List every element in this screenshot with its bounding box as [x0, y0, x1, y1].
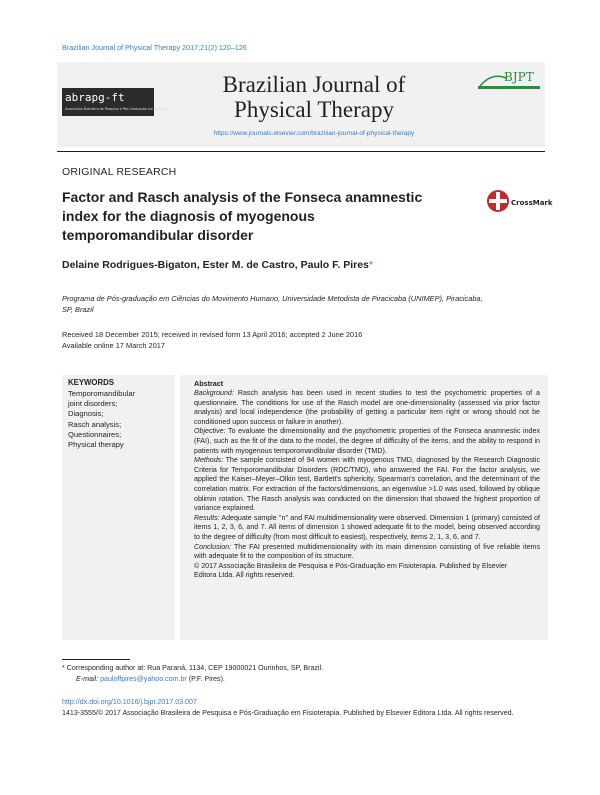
received-dates: Received 18 December 2015; received in revised form 13 April 2016; accepted 2 June 2016 — [62, 330, 363, 339]
keywords-heading: KEYWORDS — [68, 378, 114, 387]
email-link[interactable]: pauloffpires@yahoo.com.br — [100, 675, 187, 683]
available-online-date: Available online 17 March 2017 — [62, 341, 165, 350]
journal-citation[interactable]: Brazilian Journal of Physical Therapy 2017;21(2):120–126 — [62, 43, 247, 52]
bjpt-logo-text: BJPT — [504, 70, 534, 84]
abstract-copyright: © 2017 Associação Brasileira de Pesquisa e Pós-Graduação em Fisioterapia. Published by Elsevier Editora Ltda. All rights reserved. — [194, 561, 508, 580]
left-logo-subtext: Associação Brasileira de Pesquisa e Pós-Graduação em Fisioterapia — [65, 107, 173, 111]
corresponding-author-footnote: * Corresponding author at: Rua Paraná, 1134, CEP 19000021 Ourinhos, SP, Brazil. — [62, 664, 324, 672]
crossmark-icon[interactable] — [485, 186, 553, 216]
doi-link[interactable]: http://dx.doi.org/10.1016/j.bjpt.2017.03.007 — [62, 698, 197, 706]
article-title: Factor and Rasch analysis of the Fonseca anamnestic index for the diagnosis of myogenous temporomandibular disorder — [62, 189, 423, 243]
keyword-item: Rasch analysis; — [68, 419, 122, 429]
bjpt-logo — [478, 66, 540, 94]
affiliation: Programa de Pós-graduação em Ciências do Movimento Humano, Universidade Metodista de Piracicaba (UNIMEP), Piracicaba, SP, Brazil — [62, 294, 483, 314]
corresponding-author-mark[interactable]: * — [368, 259, 373, 271]
crossmark-label: CrossMark — [511, 199, 553, 207]
footnote-rule — [62, 659, 130, 660]
abrapg-ft-logo — [62, 88, 173, 116]
abstract-conclusion: Conclusion: The FAI presented multidimensionality with its main dimension consisting of five reliable items with adequate fit to the composition of its structure. — [194, 542, 540, 561]
keyword-item: Temporomandibular — [68, 389, 136, 398]
header-rule — [57, 151, 545, 152]
author-list: Delaine Rodrigues-Bigaton, Ester M. de Castro, Paulo F. Pires* — [62, 259, 373, 271]
abstract-methods: Methods: The sample consisted of 94 women with myogenous TMD, diagnosed by the Research Diagnostic Criteria for Temporomandibular Disorders (RDC/TMD), who answered the FAI. For the factor analysis, we applied the Kaiser–Meyer–Olkin test, Bartlett's sphericity, Spearman's correlation, and the determinant of the correlation matrix. For extraction of the factors/dimensions, an eigenvalue >1.0 was used, followed by oblique oblimin rotation. The Rasch analysis was conducted on the dimension that showed the highest proportion of variance explained. — [194, 456, 540, 513]
keyword-item: Physical therapy — [68, 440, 124, 450]
journal-url[interactable]: https://www.journals.elsevier.com/brazilian-journal-of-physical-therapy — [213, 130, 415, 137]
article-dates — [62, 329, 542, 351]
abstract-results: Results: Adequate sample ''n'' and FAI multidimensionality were observed. Dimension 1 (primary) consisted of items 1, 2, 3, 6, and 7. All items of dimension 1 showed adequate fit to the model, being observed according to the degree of difficulty (from most difficult to easiest), respectively, items 2, 1, 3, 6, and 7. — [194, 513, 540, 541]
keywords-box — [62, 375, 175, 640]
keyword-item: Diagnosis; — [68, 409, 104, 419]
abstract-box — [180, 375, 548, 640]
keyword-item: Questionnaires; — [68, 429, 122, 439]
keyword-item: joint disorders; — [68, 399, 118, 409]
issn-copyright: 1413-3555/© 2017 Associação Brasileira de Pesquisa e Pós-Graduação em Fisioterapia. Published by Elsevier Editora Ltda. All rights reserved. — [62, 709, 514, 717]
abstract-background: Background: Rasch analysis has been used in recent studies to test the psychometric properties of a questionnaire. The conditions for use of the Rasch model are one-dimensionality (assessed via prior factor analysis) and local independence (the probability of getting a particular item right or wrong should not be conditioned upon success or failure in another). — [194, 389, 540, 426]
abstract-objective: Objective: To evaluate the dimensionality and the psychometric properties of the Fonseca anamnestic index (FAI), such as the fit of the data to the model, the degree of difficulty of the items, and the ability to respond in patients with myogenous temporomandibular disorder (TMD). — [194, 427, 540, 455]
abstract-heading: Abstract — [194, 379, 224, 388]
journal-title: Brazilian Journal of Physical Therapy — [222, 72, 406, 122]
left-logo-text: abrapg-ft — [65, 91, 125, 104]
email-footnote: E-mail: pauloffpires@yahoo.com.br (P.F. Pires). — [76, 675, 225, 683]
section-label: ORIGINAL RESEARCH — [62, 166, 177, 178]
